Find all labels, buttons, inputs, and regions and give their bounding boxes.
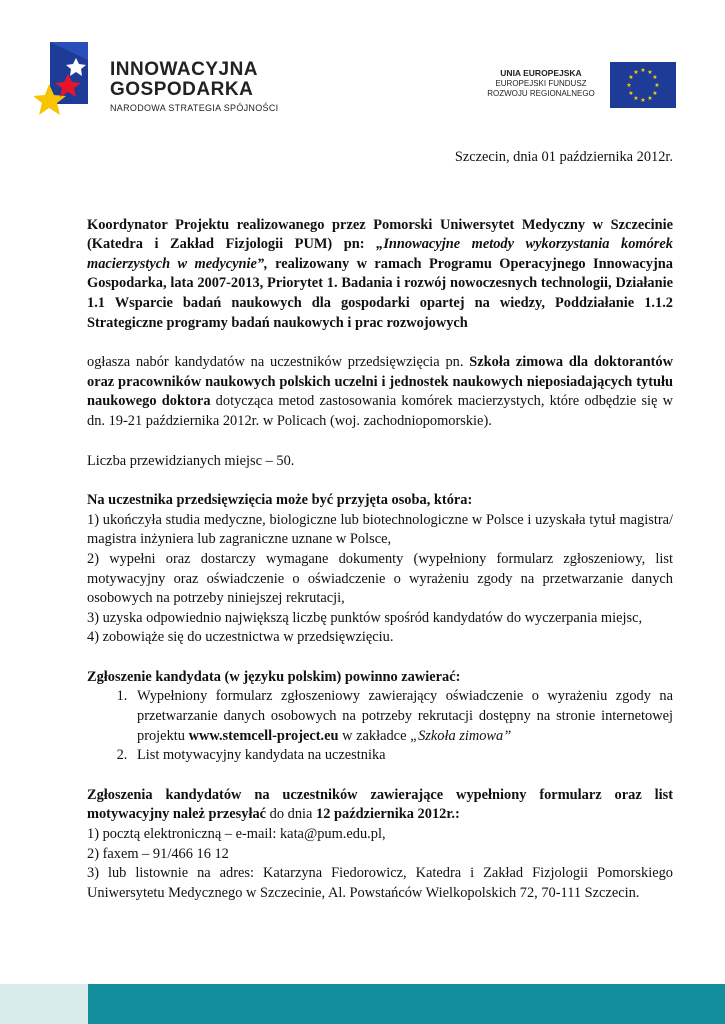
announcement (87, 353, 673, 431)
submission-deadline: 12 października 2012r.: (316, 806, 460, 823)
svg-text:★: ★ (652, 90, 658, 97)
announcement-text-2: dotycząca metod zastosowania komórek macierzystych, które odbędzie się w dn. 19-21 października 2012r. w Policach (woj. zachodniopomorskie). (87, 393, 673, 429)
announcement-event-name: Szkoła zimowa dla doktorantów oraz pracowników naukowych polskich uczelni i jednostek naukowych nieposiadających tytułu naukowego doktora (87, 354, 673, 410)
places-count: Liczba przewidzianych miejsc – 50. (87, 452, 295, 469)
intro-project-title: „Innowacyjne metody wykorzystania komórek macierzystych w medycynie”, (87, 236, 673, 272)
announcement-text-1: ogłasza nabór kandydatów na uczestników przedsięwzięcia pn. (87, 354, 470, 371)
application-heading-text: Zgłoszenie kandydata (w języku polskim) powinno zawierać: (87, 668, 461, 685)
svg-text:★: ★ (640, 97, 646, 104)
eu-label-line2: EUROPEJSKI FUNDUSZ (495, 79, 587, 88)
svg-text:★: ★ (647, 69, 653, 76)
intro-bold-1: Koordynator Projektu realizowanego przez Pomorski Uniwersytet Medyczny w Szczecinie (Katedra i Zakład Fizjologii PUM) pn: (87, 216, 673, 253)
submission-method: 2) faxem – 91/466 16 12 (87, 845, 229, 862)
innowacyjna-gospodarka-logo (34, 40, 304, 120)
list-item (131, 687, 673, 746)
svg-text:★: ★ (633, 95, 639, 102)
eu-label-line1: UNIA EUROPEJSKA (500, 68, 582, 78)
footer-bar-light (0, 984, 88, 1024)
requirement-1-mid: w zakładce (338, 727, 411, 744)
svg-text:★: ★ (633, 69, 639, 76)
submission-method: 1) pocztą elektroniczną – e-mail: kata@pum.edu.pl, (87, 826, 386, 843)
eligibility-item: 2) wypełni oraz dostarczy wymagane dokumenty (wypełniony formularz zgłoszeniowy, list motywacyjny oraz oświadczenie o oświadczenie o wyrażeniu zgody na przetwarzanie danych osobowych na potrzeby niniejszej rekrutacji, (87, 550, 673, 607)
eligibility-heading (87, 491, 673, 511)
footer-bar (0, 984, 725, 1024)
submission-text: do dnia (266, 806, 317, 823)
requirement-1-text: Wypełniony formularz zgłoszeniowy zawierający oświadczenie o wyrażeniu zgody na przetwarzanie danych osobowych na potrzeby rekrutacji dostępny na stronie internetowej projektu (137, 688, 673, 744)
eu-flag-icon (610, 62, 676, 108)
eligibility-heading-text: Na uczestnika przedsięwzięcia może być przyjęta osoba, która: (87, 492, 473, 509)
svg-text:★: ★ (626, 82, 632, 89)
eligibility-item: 1) ukończyła studia medyczne, biologiczne lub biotechnologiczne w Polsce i uzyskała tytuł magistra/ magistra inżyniera lub zagraniczne uznane w Polsce, (87, 511, 673, 548)
project-website-link[interactable]: www.stemcell-project.eu (188, 727, 339, 744)
submission-info (87, 786, 673, 825)
logo-mark-icon (34, 40, 106, 120)
svg-text:★: ★ (647, 95, 653, 102)
svg-text:★: ★ (628, 90, 634, 97)
svg-text:★: ★ (628, 74, 634, 81)
eligibility-item: 3) uzyska odpowiednio największą liczbę punktów spośród kandydatów do wyczerpania miejsc, (87, 609, 643, 626)
application-requirements-list (87, 687, 673, 765)
project-intro (87, 216, 673, 334)
document-body (87, 140, 673, 903)
document-date: Szczecin, dnia 01 października 2012r. (454, 149, 673, 165)
logo-title-line1: INNOWACYJNA (110, 59, 259, 80)
submission-method: 3) lub listownie na adres: Katarzyna Fiedorowicz, Katedra i Zakład Fizjologii Pomorskiego Uniwersytetu Medycznego w Szczecinie, Al. Powstańców Wielkopolskich 72, 70-111 Szczecin. (87, 865, 673, 901)
website-tab-name: „Szkoła zimowa” (410, 727, 512, 744)
eligibility-item: 4) zobowiąże się do uczestnictwa w przedsięwzięciu. (87, 629, 394, 646)
page-header (0, 0, 725, 130)
application-heading (87, 668, 673, 688)
list-item: 2. List motywacyjny kandydata na uczestnika (131, 746, 673, 766)
svg-text:★: ★ (654, 82, 660, 89)
eu-fund-logo (478, 62, 678, 110)
logo-subtitle: NARODOWA STRATEGIA SPÓJNOŚCI (110, 103, 279, 113)
eu-label-line3: ROZWOJU REGIONALNEGO (487, 89, 595, 98)
svg-text:★: ★ (652, 74, 658, 81)
submission-bold-1: Zgłoszenia kandydatów na uczestników zawierające wypełniony formularz oraz list motywacyjny należ przesyłać (87, 786, 673, 823)
footer-bar-dark (88, 984, 725, 1024)
svg-text:★: ★ (640, 67, 646, 74)
intro-bold-2: realizowany w ramach Programu Operacyjnego Innowacyjna Gospodarka, lata 2007-2013, Priorytet 1. Badania i rozwój nowoczesnych technologii, Działanie 1.1 Wsparcie badań naukowych dla gospodarki opartej na wiedzy, Poddziałanie 1.1.2 Strategiczne programy badań naukowych i prac rozwojowych (87, 255, 673, 331)
logo-title-line2: GOSPODARKA (110, 79, 254, 100)
